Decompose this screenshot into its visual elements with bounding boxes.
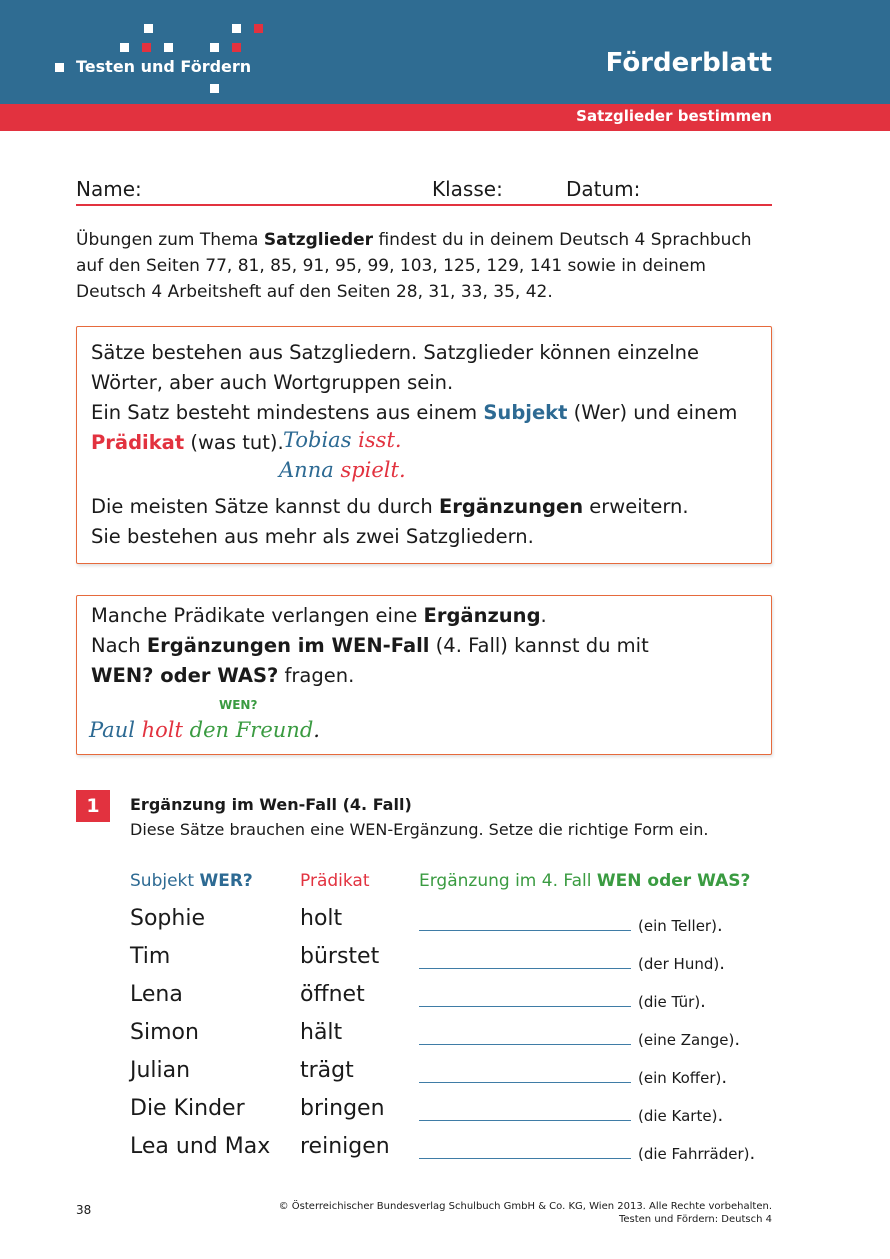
box2-line: Manche Prädikate verlangen eine Ergänzung. xyxy=(91,604,547,627)
column-header-object: Ergänzung im 4. Fall WEN oder WAS? xyxy=(419,871,751,891)
page-number: 38 xyxy=(76,1203,92,1217)
row-hint: (die Tür). xyxy=(638,991,706,1012)
box1-line: Ein Satz besteht mindestens aus einem Subjekt (Wer) und einem xyxy=(91,401,738,424)
question-label: WEN? xyxy=(219,698,258,712)
answer-blank[interactable] xyxy=(419,1120,631,1121)
brand-name: Testen und Fördern xyxy=(76,57,252,76)
row-predicate: reinigen xyxy=(300,1134,390,1159)
row-hint: (ein Koffer). xyxy=(638,1067,728,1088)
table-row xyxy=(0,944,890,982)
column-header-predicate: Prädikat xyxy=(300,871,370,891)
sheet-subtitle: Satzglieder bestimmen xyxy=(576,107,772,125)
intro-line: Deutsch 4 Arbeitsheft auf den Seiten 28, 31, 33, 35, 42. xyxy=(76,282,553,302)
predicate-term: Prädikat xyxy=(91,431,185,454)
box1-line: Sätze bestehen aus Satzgliedern. Satzglieder können einzelne xyxy=(91,341,699,364)
exercise-title: Ergänzung im Wen-Fall (4. Fall) xyxy=(130,795,412,814)
row-hint: (eine Zange). xyxy=(638,1029,741,1050)
answer-blank[interactable] xyxy=(419,1006,631,1007)
row-predicate: bringen xyxy=(300,1096,385,1121)
box2-line: WEN? oder WAS? fragen. xyxy=(91,664,355,687)
box1-line: Sie bestehen aus mehr als zwei Satzgliedern. xyxy=(91,525,534,548)
table-row xyxy=(0,1134,890,1172)
answer-blank[interactable] xyxy=(419,930,631,931)
table-row xyxy=(0,982,890,1020)
intro-text: Übungen zum Thema xyxy=(76,230,264,250)
column-header-subject: Subjekt WER? xyxy=(130,871,253,891)
row-subject: Tim xyxy=(130,944,171,969)
answer-blank[interactable] xyxy=(419,1082,631,1083)
box1-line: Wörter, aber auch Wortgruppen sein. xyxy=(91,371,454,394)
intro-paragraph xyxy=(76,227,776,305)
exercise-number: 1 xyxy=(76,790,110,822)
intro-line: auf den Seiten 77, 81, 85, 91, 95, 99, 103, 125, 129, 141 sowie in deinem xyxy=(76,256,706,276)
class-label: Klasse: xyxy=(432,177,503,201)
table-row xyxy=(0,906,890,944)
row-predicate: hält xyxy=(300,1020,343,1045)
info-box-accusative xyxy=(76,595,772,755)
row-hint: (die Karte). xyxy=(638,1105,724,1126)
name-label: Name: xyxy=(76,177,142,201)
row-predicate: öffnet xyxy=(300,982,365,1007)
answer-blank[interactable] xyxy=(419,968,631,969)
box1-line: Prädikat (was tut). xyxy=(91,431,284,454)
answer-blank[interactable] xyxy=(419,1044,631,1045)
sheet-title: Förderblatt xyxy=(605,48,772,78)
copyright-notice: © Österreichischer Bundesverlag Schulbuch GmbH & Co. KG, Wien 2013. Alle Rechte vorbehalten. xyxy=(278,1201,772,1212)
box1-line: Die meisten Sätze kannst du durch Ergänzungen erweitern. xyxy=(91,495,689,518)
row-subject: Lena xyxy=(130,982,183,1007)
subject-term: Subjekt xyxy=(483,401,568,424)
row-predicate: holt xyxy=(300,906,343,931)
row-subject: Julian xyxy=(130,1058,191,1083)
row-predicate: bürstet xyxy=(300,944,380,969)
row-subject: Sophie xyxy=(130,906,205,931)
name-line-rule xyxy=(76,204,772,206)
intro-bold: Satzglieder xyxy=(263,230,374,250)
example-sentence-3: Paul holt den Freund. xyxy=(89,718,320,742)
row-hint: (der Hund). xyxy=(638,953,725,974)
exercise-instruction: Diese Sätze brauchen eine WEN-Ergänzung. Setze die richtige Form ein. xyxy=(130,820,709,839)
date-label: Datum: xyxy=(566,177,641,201)
box2-line: Nach Ergänzungen im WEN-Fall (4. Fall) kannst du mit xyxy=(91,634,649,657)
series-name: Testen und Fördern: Deutsch 4 xyxy=(618,1214,772,1225)
row-subject: Lea und Max xyxy=(130,1134,271,1159)
table-row xyxy=(0,1020,890,1058)
answer-blank[interactable] xyxy=(419,1158,631,1159)
brand-logo-icon xyxy=(0,0,280,104)
info-box-subject-predicate xyxy=(76,326,772,564)
row-hint: (ein Teller). xyxy=(638,915,723,936)
row-subject: Simon xyxy=(130,1020,199,1045)
table-row xyxy=(0,1096,890,1134)
table-row xyxy=(0,1058,890,1096)
example-sentence-2: Anna spielt. xyxy=(279,458,406,482)
intro-text: findest du in deinem Deutsch 4 Sprachbuch xyxy=(373,230,752,250)
example-sentence-1: Tobias isst. xyxy=(283,428,402,452)
row-predicate: trägt xyxy=(300,1058,354,1083)
row-subject: Die Kinder xyxy=(130,1096,245,1121)
row-hint: (die Fahrräder). xyxy=(638,1143,756,1164)
